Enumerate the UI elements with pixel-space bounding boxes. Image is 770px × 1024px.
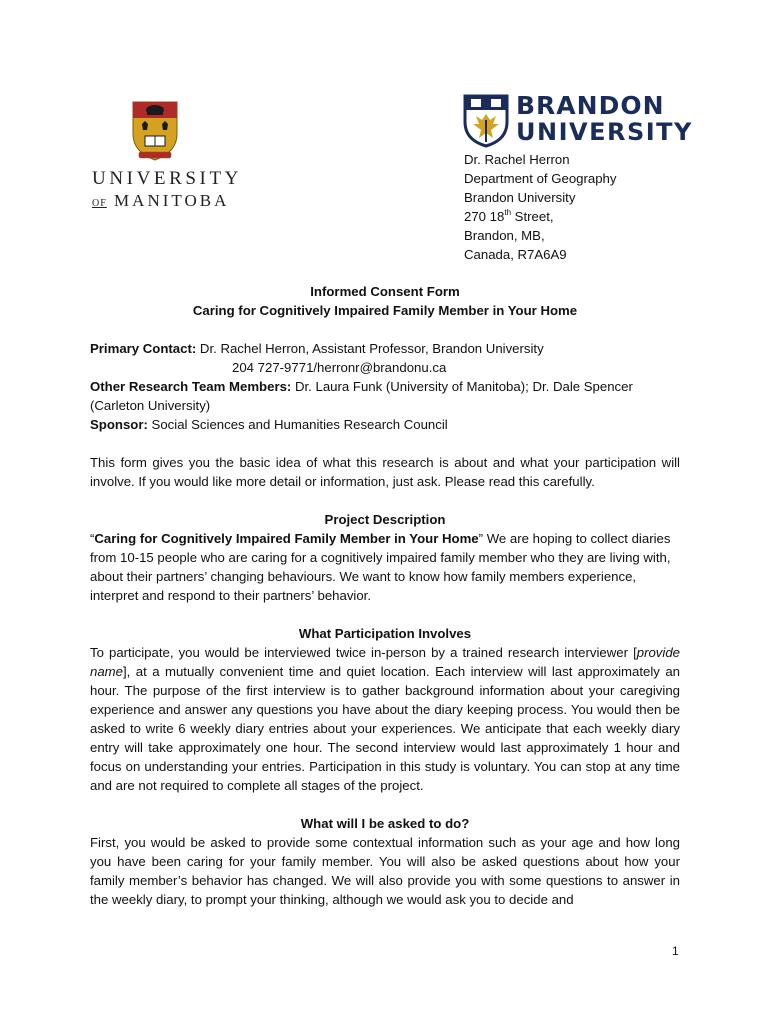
address-street (464, 207, 616, 226)
manitoba-wordmark-line1: UNIVERSITY (92, 168, 242, 189)
participation-paragraph (90, 643, 680, 795)
address-department: Department of Geography (464, 171, 617, 186)
primary-contact-value: Dr. Rachel Herron, Assistant Professor, Brandon University (196, 341, 544, 356)
address-street-number: 270 18 (464, 209, 505, 224)
participation-text-rest: ], at a mutually convenient time and quiet location. Each interview will last approximately an hour. The purpose of the first interview is to gather background information about your caregiving experience and answer any questions you have about the diary keeping process. You would then be asked to write 6 weekly diary entries about your experiences. We anticipate that each weekly diary entry will take approximately one hour. The second interview would last approximately 1 hour and focus on understanding your entries. Participation in this study is voluntary. You can stop at any time and are not required to complete all stages of the project. (90, 664, 680, 793)
university-of-manitoba-logo (92, 98, 242, 216)
brandon-wordmark (516, 92, 693, 145)
intro-paragraph: This form gives you the basic idea of what this research is about and what your participation will involve. If you would like more detail or information, just ask. Please read this carefully. (90, 455, 680, 489)
form-title: Informed Consent Form (310, 284, 460, 299)
manitoba-wordmark-manitoba: MANITOBA (114, 191, 230, 210)
asked-heading: What will I be asked to do? (300, 816, 470, 831)
address-street-sup: th (504, 208, 512, 217)
sender-address (464, 150, 616, 264)
other-team-members-value: Dr. Laura Funk (University of Manitoba); Dr. Dale Spencer (Carleton University) (90, 379, 633, 413)
sponsor (90, 415, 680, 434)
participation-heading: What Participation Involves (298, 626, 472, 641)
asked-paragraph: First, you would be asked to provide some contextual information such as your age and how long you have been caring for your family member. You will also be asked questions about how your family member’s behavior has changed. We will also provide you with some questions to answer in the weekly diary, to prompt your thinking, although we would ask you to decide and (90, 835, 680, 907)
address-city: Brandon, MB, (464, 228, 545, 243)
other-team-members-label: Other Research Team Members: (90, 379, 292, 394)
primary-contact-label: Primary Contact: (90, 341, 197, 356)
manitoba-wordmark (92, 168, 242, 215)
address-street-name: Street, (511, 209, 554, 224)
address-university: Brandon University (464, 190, 576, 205)
project-description-paragraph (90, 529, 680, 605)
brandon-university-logo (463, 91, 693, 150)
sponsor-value: Social Sciences and Humanities Research Council (147, 417, 448, 432)
other-team-members (90, 377, 680, 415)
document-body (90, 282, 680, 909)
brandon-wordmark-line2: UNIVERSITY (516, 118, 693, 146)
manitoba-crest-icon (130, 100, 180, 162)
participation-text-start: To participate, you would be interviewed twice in-person by a trained research interviewer [ (90, 645, 637, 660)
project-description-open-quote: “ (90, 531, 95, 546)
project-description-title: Caring for Cognitively Impaired Family Member in Your Home (94, 531, 479, 546)
brandon-wordmark-line1: BRANDON (516, 91, 665, 120)
address-country: Canada, R7A6A9 (464, 247, 567, 262)
primary-contact (90, 339, 680, 358)
address-name: Dr. Rachel Herron (464, 152, 570, 167)
sponsor-label: Sponsor: (90, 417, 148, 432)
page-number: 1 (672, 944, 679, 958)
manitoba-wordmark-of: OF (92, 198, 107, 209)
primary-contact-phone: 204 727-9771/herronr@brandonu.ca (232, 360, 447, 375)
brandon-shield-icon (463, 94, 509, 148)
project-description-text: ” We are hoping to collect diaries from 10-15 people who are caring for a cognitively impaired family member who they are living with, about their partners’ changing behaviours. We want to know how family members experience, interpret and respond to their partners’ behavior. (90, 531, 671, 603)
form-subtitle: Caring for Cognitively Impaired Family Member in Your Home (192, 303, 578, 318)
manitoba-wordmark-line2 (92, 190, 232, 215)
project-description-heading: Project Description (324, 512, 446, 527)
participation-text-placeholder: provide name (90, 645, 680, 679)
